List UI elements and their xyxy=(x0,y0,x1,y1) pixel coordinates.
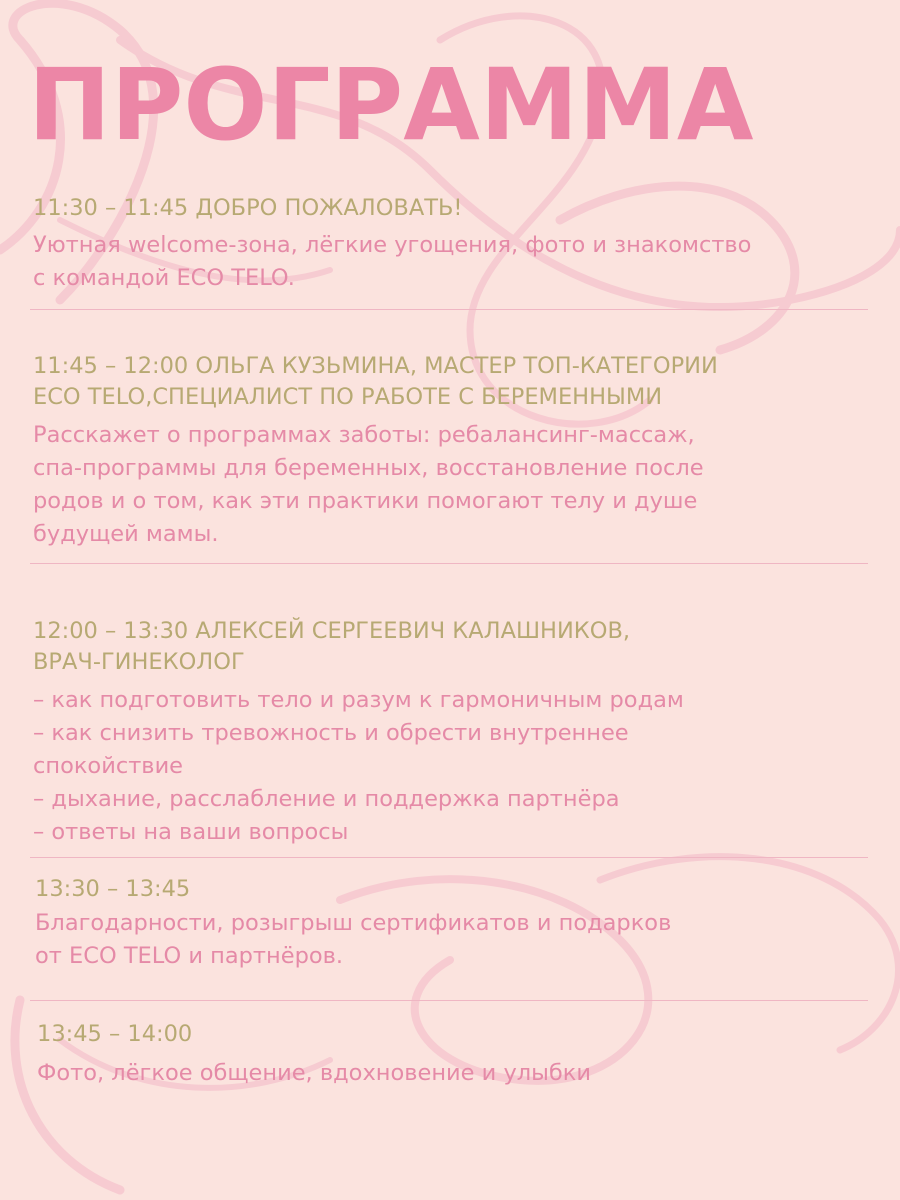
divider xyxy=(30,563,868,564)
list-item: спокойствие xyxy=(33,753,184,779)
description-text: Уютная welcome-зона, лёгкие угощения, фото и знакомство с командой ECO TELO. xyxy=(33,232,752,291)
time-label: 12:00 – 13:30 АЛЕКСЕЙ СЕРГЕЕВИЧ КАЛАШНИКОВ, ВРАЧ-ГИНЕКОЛОГ xyxy=(33,618,631,675)
list-item: – как подготовить тело и разум к гармоничным родам xyxy=(33,687,684,713)
description-text: Фото, лёгкое общение, вдохновение и улыбки xyxy=(37,1060,591,1086)
list-item: – дыхание, расслабление и поддержка партнёра xyxy=(33,786,620,812)
program-item-gifts xyxy=(35,873,880,973)
description-text: Благодарности, розыгрыш сертификатов и подарков от ECO TELO и партнёров. xyxy=(35,910,672,969)
list-item: – как снизить тревожность и обрести внутреннее xyxy=(33,720,629,746)
program-item-photo xyxy=(37,1018,882,1090)
time-label: 11:45 – 12:00 ОЛЬГА КУЗЬМИНА, МАСТЕР ТОП-КАТЕГОРИИ ECO TELO,СПЕЦИАЛИСТ ПО РАБОТЕ С БЕРЕМЕННЫМИ xyxy=(33,353,718,410)
program-item-welcome xyxy=(33,193,878,295)
time-label: 13:30 – 13:45 xyxy=(35,876,191,902)
divider xyxy=(30,309,868,310)
time-label: 11:30 – 11:45 ДОБРО ПОЖАЛОВАТЬ! xyxy=(33,195,463,221)
description-text: Расскажет о программах заботы: ребалансинг-массаж, спа-программы для беременных, восстановление после родов и о том, как эти практики помогают телу и душе будущей мамы. xyxy=(33,422,704,547)
divider xyxy=(30,1000,868,1001)
description-list xyxy=(33,684,878,849)
divider xyxy=(30,857,868,858)
page-title: ПРОГРАММА xyxy=(28,48,754,163)
program-item-kalashnikov xyxy=(33,616,878,849)
list-item: – ответы на ваши вопросы xyxy=(33,819,349,845)
program-item-kuzmina xyxy=(33,351,878,551)
time-label: 13:45 – 14:00 xyxy=(37,1021,193,1047)
